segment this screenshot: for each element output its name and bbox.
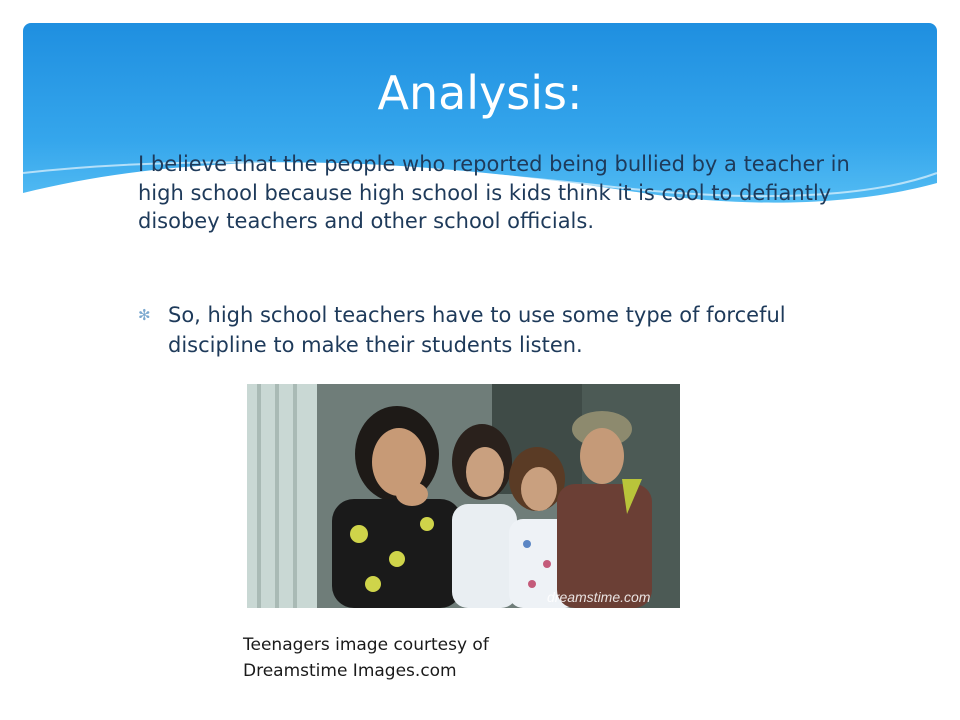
image-caption: [243, 632, 583, 684]
analysis-paragraph: I believe that the people who reported being bullied by a teacher in high school because high school is kids think it is cool to defiantly disobey teachers and other school officials.: [138, 152, 850, 233]
teenagers-photo: [247, 384, 680, 608]
bullet-text: So, high school teachers have to use some type of forceful discipline to make their students listen.: [168, 303, 786, 357]
caption-line-2: Dreamstime Images.com: [243, 661, 457, 681]
caption-line-1: Teenagers image courtesy of: [243, 635, 489, 655]
photo-watermark: dreamstime.com: [547, 589, 651, 605]
asterisk-bullet-icon: ✻: [138, 306, 151, 324]
slide-title: Analysis:: [377, 66, 583, 120]
teenagers-photo-illustration: [247, 384, 680, 608]
